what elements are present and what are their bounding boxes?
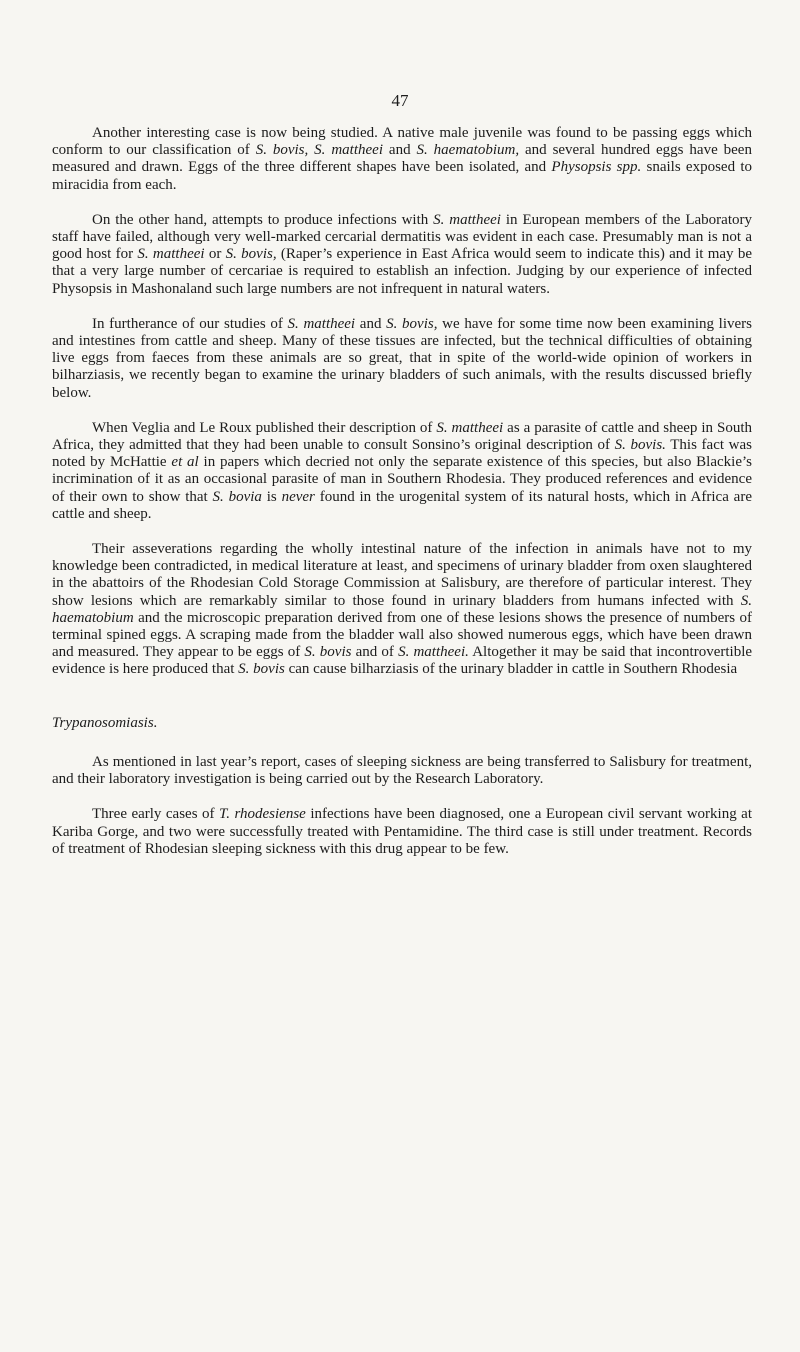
text-run: As mentioned in last year’s report, cases of sleeping sickness are being transferred to Salisbury for treatment, and their laboratory investigation is being carried out by the Research Laboratory. xyxy=(52,753,752,788)
italic-text: et al xyxy=(171,454,199,471)
italic-text: S. bovis, xyxy=(386,315,438,332)
text-run: found in the urogenital system of its natural hosts, which in Africa are cattle and sheep. xyxy=(52,488,752,522)
text-run: is xyxy=(261,488,282,505)
paragraph xyxy=(52,420,752,523)
italic-text: S. mattheei xyxy=(433,211,501,228)
paragraph xyxy=(52,316,752,402)
italic-text: S. bovis. xyxy=(614,437,666,454)
paragraph xyxy=(52,125,752,194)
italic-text: S. bovis, xyxy=(225,246,277,263)
text-run: in papers which decried not only the separate existence of this species, but also Blackie’s incrimination of it as an occasional parasite of man in Southern Rhodesia. They produced references and evidence of their own to show that xyxy=(52,454,752,505)
text-run: Their asseverations regarding the wholly intestinal nature of the infection in animals have not to my knowledge been contradicted, in medical literature at least, and specimens of urinary bladder from oxen slaughtered in the abattoirs of the Rhodesian Cold Storage Commission at Salisbury, are therefore of particular interest. They show lesions which are remarkably similar to those found in urinary bladders from humans infected with xyxy=(52,541,752,609)
text-run: and several hundred eggs have been measured and drawn. Eggs of the three different shapes have been isolated, and xyxy=(52,142,752,176)
italic-text: S. bovis xyxy=(304,644,352,661)
italic-text: T. rhodesiense xyxy=(219,806,306,823)
text-run: can cause bilharziasis of the urinary bladder in cattle in Southern Rhodesia xyxy=(284,661,738,678)
italic-text: S. mattheei xyxy=(287,315,356,332)
italic-text: S. bovis xyxy=(238,661,285,678)
text-run: in European members of the Laboratory staff have failed, although very well-marked cercarial dermatitis was evident in each case. Presumably man is not a good host for xyxy=(52,211,752,263)
text-run: or xyxy=(204,246,226,263)
italic-text: never xyxy=(281,488,315,505)
text-run: as a parasite of cattle and sheep in South Africa, they admitted that they had been unable to consult Sonsino’s original description of xyxy=(52,419,753,454)
text-run: In furtherance of our studies of xyxy=(92,315,288,332)
text-run: (Raper’s experience in East Africa would seem to indicate this) and it may be that a very large number of cercariae is required to establish an infection. Judging by our experience of infected Physopsis in Mashonaland such large numbers are not infrequent in natural waters. xyxy=(52,246,752,297)
text-run: and xyxy=(383,142,417,159)
paragraph xyxy=(52,806,752,858)
text-run: Three early cases of xyxy=(92,806,219,823)
text-run: infections have been diagnosed, one a European civil servant working at Kariba Gorge, and two were successfully treated with Pentamidine. The third case is still under treatment. Records of treatment of Rhodesian sleeping sickness with this drug appear to be few. xyxy=(52,806,752,857)
text-run: This fact was noted by McHattie xyxy=(52,437,752,471)
text-run: and the microscopic preparation derived from one of these lesions shows the presence of numbers of terminal spined eggs. A scraping made from the bladder wall also showed numerous eggs, which have been drawn and measured. They appear to be eggs of xyxy=(52,609,752,661)
italic-text: S. mattheei xyxy=(137,246,205,263)
italic-text: S. mattheei xyxy=(436,419,504,436)
paragraphs-trypanosomiasis xyxy=(52,754,752,858)
text-run: Another interesting case is now being studied. A native male juvenile was found to be passing eggs which conform to our classification of xyxy=(52,125,752,159)
paragraph xyxy=(52,541,752,679)
text-run: and of xyxy=(351,644,399,661)
italic-text: S. haematobium, xyxy=(416,142,520,159)
italic-text: S. bovia xyxy=(212,488,262,505)
text-run: and xyxy=(355,315,387,332)
paragraph xyxy=(52,212,752,298)
text-run: snails exposed to miracidia from each. xyxy=(52,159,752,193)
italic-text: S. bovis, S. mattheei xyxy=(255,142,383,159)
text-run: When Veglia and Le Roux published their description of xyxy=(92,419,437,436)
italic-text: S. mattheei. xyxy=(398,644,469,661)
text-run: Altogether it may be said that incontrovertible evidence is here produced that xyxy=(52,644,753,678)
paragraph xyxy=(52,754,752,788)
document-body xyxy=(52,125,752,876)
text-run: we have for some time now been examining livers and intestines from cattle and sheep. Many of these tissues are infected, but the technical difficulties of obtaining live eggs from faeces from these animals are so great, that in spite of the world-wide opinion of workers in bilharziasis, we recently began to examine the urinary bladders of such animals, with the results discussed briefly below. xyxy=(52,315,752,401)
section-heading: Trypanosomiasis. xyxy=(52,714,158,731)
page-number: 47 xyxy=(391,91,409,110)
paragraphs-schistosomiasis xyxy=(52,125,752,679)
text-run: On the other hand, attempts to produce infections with xyxy=(92,211,434,228)
italic-text: Physopsis spp. xyxy=(551,159,642,176)
italic-text: S. haematobium xyxy=(52,592,752,626)
